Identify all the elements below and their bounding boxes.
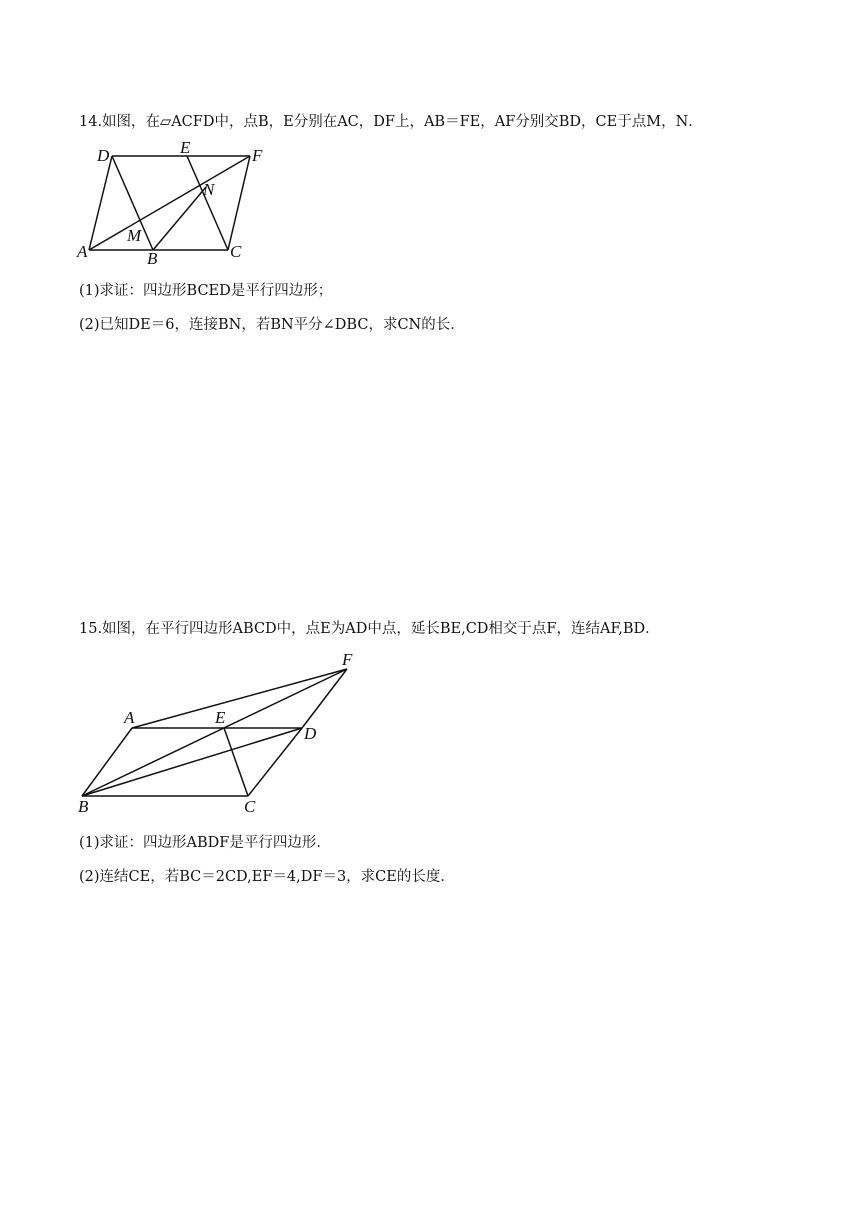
label-A: A [77, 242, 88, 261]
label-F: F [252, 146, 263, 165]
q14-part2: (2)已知DE＝6，连接BN，若BN平分∠DBC，求CN的长． [79, 317, 465, 333]
label-M: M [127, 226, 142, 245]
label-F: F [342, 650, 353, 669]
q14-stem: 14.如图，在▱ACFD中，点B，E分别在AC，DF上，AB＝FE，AF分别交BD，CE于点M，N． [79, 114, 703, 130]
label-C: C [230, 242, 242, 261]
label-N: N [203, 180, 215, 199]
label-E: E [215, 708, 226, 727]
label-A: A [124, 708, 135, 727]
q15-stem: 15.如图，在平行四边形ABCD中，点E为AD中点，延长BE,CD相交于点F，连结AF,BD． [79, 621, 660, 637]
q14-figure [72, 140, 272, 265]
label-B: B [147, 249, 158, 265]
label-D: D [304, 724, 317, 743]
label-B: B [78, 797, 89, 816]
segment-AD [89, 156, 112, 250]
segment-FC [228, 156, 250, 250]
q15-part2: (2)连结CE，若BC＝2CD,EF＝4,DF＝3，求CE的长度． [79, 869, 455, 885]
segment-BD [82, 728, 302, 796]
q14-part1: (1)求证：四边形BCED是平行四边形； [79, 283, 333, 299]
q15-part1: (1)求证：四边形ABDF是平行四边形． [79, 835, 331, 851]
segment-AF [132, 669, 347, 728]
segment-DF [302, 669, 347, 728]
label-C: C [244, 797, 256, 816]
segment-BA [82, 728, 132, 796]
segment-DC [248, 728, 302, 796]
q15-figure [72, 648, 372, 818]
segment-EC [224, 728, 248, 796]
segment-AF [89, 156, 250, 250]
label-E: E [180, 140, 191, 157]
label-D: D [97, 146, 110, 165]
